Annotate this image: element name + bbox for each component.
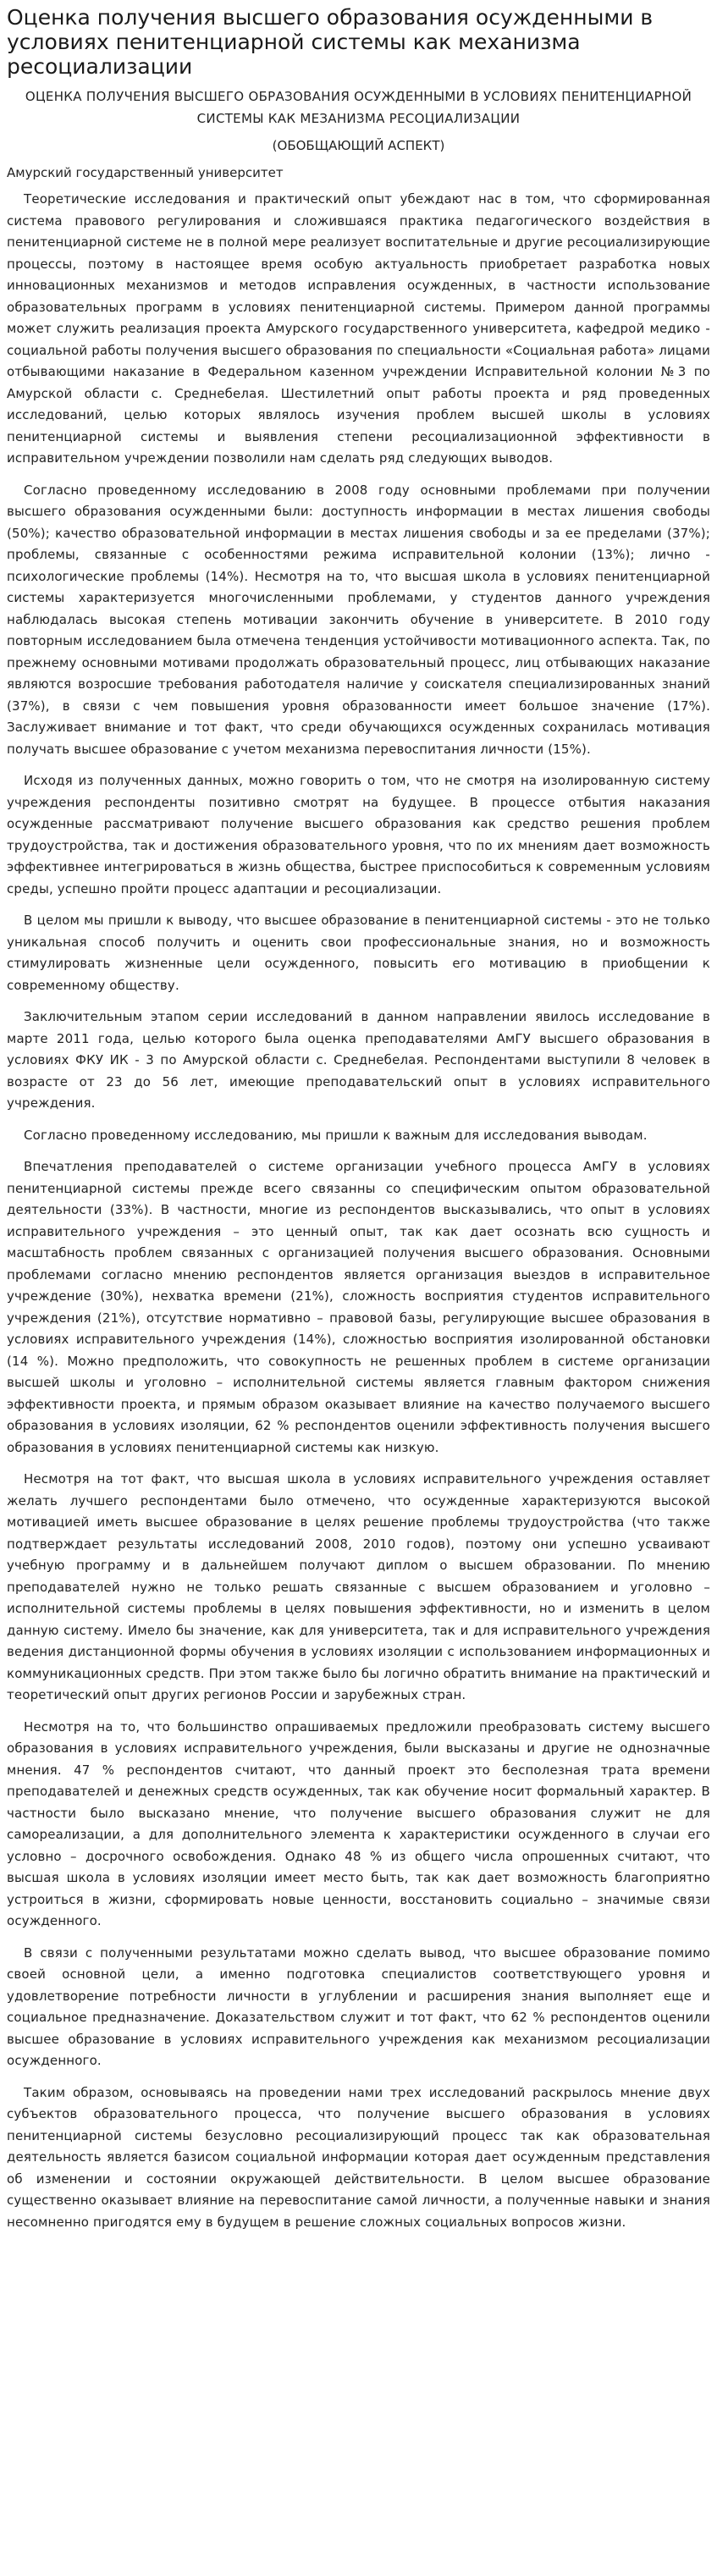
article-body xyxy=(7,189,710,2233)
body-paragraph: Несмотря на тот факт, что высшая школа в условиях исправительного учреждения оставляет желать лучшего респондентами было отмечено, что осужденные характеризуются высокой мотивацией иметь высшее образование в целях решение проблемы трудоустройства (что также подтверждает результаты исследований 2008, 2010 годов), поэтому они успешно усваивают учебную программу и в дальнейшем получают диплом о высшем образовании. По мнению преподавателей нужно не только решать связанные с высшем образованием и уголовно – исполнительной системы проблемы в целях повышения эффективности, но и изменить в целом данную систему. Имело бы значение, как для университета, так и для исправительного учреждения ведения дистанционной формы обучения в условиях изоляции с использованием информационных и коммуникационных средств. При этом также было бы логично обратить внимание на практический и теоретический опыт других регионов России и зарубежных стран. xyxy=(7,1471,710,1702)
body-paragraph: В целом мы пришли к выводу, что высшее образование в пенитенциарной системы - это не только уникальная способ получить и оценить свои профессиональные знания, но и возможность стимулировать жизненные цели осужденного, повысить его мотивацию в приобщении к современному обществу. xyxy=(7,913,710,993)
article-title: Оценка получения высшего образования осужденными в условиях пенитенциарной системы как механизма ресоциализации xyxy=(7,5,654,79)
body-paragraph: Несмотря на то, что большинство опрашиваемых предложили преобразовать систему высшего образования в условиях исправительного учреждения, были высказаны и другие не однозначные мнения. 47 % респондентов считают, что данный проект это бесполезная трата времени преподавателей и денежных средств осужденных, так как обучение носит формальный характер. В частности было высказано мнение, что получение высшего образования служит не для самореализации, а для дополнительного элемента к характеристики осужденного в случаи его условно – досрочного освобождения. Однако 48 % из общего числа опрошенных считают, что высшая школа в условиях изоляции имеет место быть, так как дает возможность благоприятно устроиться в жизни, сформировать новые ценности, восстановить социально – значимые связи осужденного. xyxy=(7,1718,710,1928)
body-paragraph: Впечатления преподавателей о системе организации учебного процесса АмГУ в условиях пенитенциарной системы прежде всего связанны со специфическим опытом образовательной деятельности (33%). В частности, многие из респондентов высказывались, что опыт в условиях исправительного учреждения – это ценный опыт, так как дает осознать всю сущность и масштабность проблем связанных с организацией получения высшего образования. Основными проблемами согласно мнению респондентов является организация выездов в исправительное учреждение (30%), нехватка времени (21%), сложность восприятия студентов исправительного учреждения (21%), отсутствие нормативно – правовой базы, регулирующие высшее образования в условиях исправительного учреждения (14%), сложностью восприятия изолированной обстановки (14 %). Можно предположить, что совокупность не решенных проблем в системе организации высшей школы и уголовно – исполнительной системы является главным фактором снижения эффективности проекта, и прямым образом оказывает влияние на качество получаемого высшего образования в условиях изоляции, 62 % респондентов оценили эффективность получения высшего образования в условиях пенитенциарной системы как низкую. xyxy=(7,1159,710,1455)
body-paragraph: Теоретические исследования и практический опыт убеждают нас в том, что сформированная система правового регулирования и сложившаяся практика педагогического воздействия в пенитенциарной системе не в полной мере реализует воспитательные и другие ресоциализирующие процессы, поэтому в настоящее время особую актуальность приобретает разработка новых инновационных механизмов и методов исправления осужденных, в частности использование образовательных программ в условиях пенитенциарной системы. Примером данной программы может служить реализация проекта Амурского государственного университета, кафедрой медико - социальной работы получения высшего образования по специальности «Социальная работа» лицами отбывающими наказание в Федеральном казенном учреждении Исправительной колонии №3 по Амурской области с. Среднебелая. Шестилетний опыт работы проекта и ряд проведенных исследований, целью которых являлось изучения проблем высшей школы в условиях пенитенциарной системы и выявления степени ресоциализационной эффективности в исправительном учреждении позволили нам сделать ряд следующих выводов. xyxy=(7,191,710,466)
body-paragraph: Согласно проведенному исследованию, мы пришли к важным для исследования выводам. xyxy=(24,1127,648,1143)
author-affiliation: Амурский государственный университет xyxy=(7,165,284,180)
body-paragraph: Исходя из полученных данных, можно говорить о том, что не смотря на изолированную систему учреждения респонденты позитивно смотрят на будущее. В процессе отбытия наказания осужденные рассматривают получение высшего образования как средство решения проблем трудоустройства, так и достижения образовательного уровня, что по их мнениям дает возможность эффективнее интегрироваться в жизнь общества, быстрее приспособиться к современным условиям среды, успешно пройти процесс адаптации и ресоциализации. xyxy=(7,773,710,896)
article-subtitle: ОЦЕНКА ПОЛУЧЕНИЯ ВЫСШЕГО ОБРАЗОВАНИЯ ОСУЖДЕННЫМИ В УСЛОВИЯХ ПЕНИТЕНЦИАРНОЙ СИСТЕМЫ КАК МЕЗАНИЗМА РЕСОЦИАЛИЗАЦИИ xyxy=(25,89,692,126)
body-paragraph: Заключительным этапом серии исследований в данном направлении явилось исследование в марте 2011 года, целью которого была оценка преподавателями АмГУ высшего образования в условиях ФКУ ИК - 3 по Амурской области с. Среднебелая. Респондентами выступили 8 человек в возрасте от 23 до 56 лет, имеющие преподавательский опыт в условиях исправительного учреждения. xyxy=(7,1009,710,1111)
body-paragraph: Согласно проведенному исследованию в 2008 году основными проблемами при получении высшего образования осужденными были: доступность информации в местах лишения свободы (50%); качество образовательной информации в местах лишения свободы и за ее пределами (37%); проблемы, связанные с особенностями режима исправительной колонии (13%); лично - психологические проблемы (14%). Несмотря на то, что высшая школа в условиях пенитенциарной системы характеризуется многочисленными проблемами, у студентов данного учреждения наблюдалась высокая степень мотивации закончить обучение в университете. В 2010 году повторным исследованием была отмечена тенденция устойчивости мотивационного аспекта. Так, по прежнему основными мотивами продолжать образовательный процесс, лиц отбывающих наказание являются возросшие требования работодателя наличие у соискателя специализированных знаний (37%), в связи с чем повышения уровня образованности имеет большое значение (17%). Заслуживает внимание и тот факт, что среди обучающихся осужденных сохранилась мотивация получать высшее образование с учетом механизма перевоспитания личности (15%). xyxy=(7,482,710,757)
body-paragraph: В связи с полученными результатами можно сделать вывод, что высшее образование помимо своей основной цели, а именно подготовка специалистов соответствующего уровня и удовлетворение потребности личности в углублении и расширения знания выполняет еще и социальное предназначение. Доказательством служит и тот факт, что 62 % респондентов оценили высшее образование в условиях исправительного учреждения как механизмом ресоциализации осужденного. xyxy=(7,1944,710,2068)
article-aspect: (ОБОБЩАЮЩИЙ АСПЕКТ) xyxy=(272,138,445,153)
body-paragraph: Таким образом, основываясь на проведении нами трех исследований раскрылось мнение двух субъектов образовательного процесса, что получение высшего образования в условиях пенитенциарной системы безусловно ресоциализирующий процесс так как образовательная деятельность является базисом социальной информации которая дает осужденным представления об изменении и состоянии окружающей действительности. В целом высшее образование существенно оказывает влияние на перевоспитание самой личности, а полученные навыки и знания несомненно пригодятся ему в будущем в решение сложных социальных вопросов жизни. xyxy=(7,2084,710,2230)
